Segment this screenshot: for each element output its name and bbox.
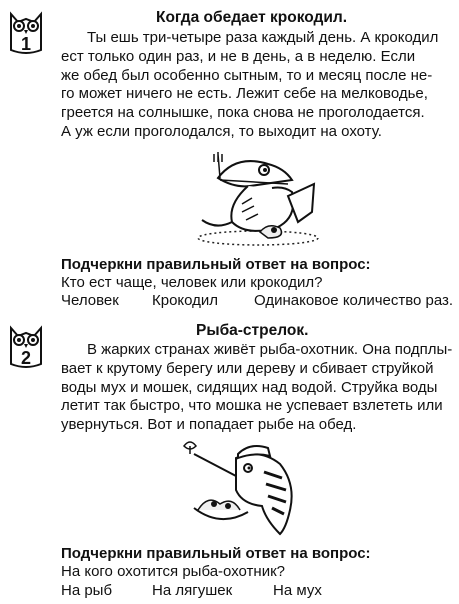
exercise-text [61,29,438,142]
answer-option[interactable]: Человек [61,292,119,309]
answer-option[interactable]: На рыб [61,582,113,599]
text-line: греется на солнышке, пока снова не проголодается. [61,104,425,122]
answer-option[interactable]: На лягушек [152,582,233,599]
owl-badge-2-icon [7,324,45,370]
text-line: воды мух и мошек, сидящих над водой. Струйка воды [61,378,438,396]
archer-fish-hunting-icon [176,434,316,543]
exercise-number: 2 [20,348,31,368]
text-line: А уж если проголодался, то выходит на охоту. [61,122,382,140]
answer-option[interactable]: Одинаковое количество раз. [254,292,454,309]
text-line: увернуться. Вот и попадает рыбе на обед. [61,416,357,434]
text-line: же обед был особенно сытным, то и месяц после не- [61,66,433,84]
text-line: В жарких странах живёт рыба-охотник. Она подплы- [87,341,453,358]
text-line: Ты ешь три-четыре раза каждый день. А крокодил [87,29,439,46]
exercise-number: 1 [20,34,31,54]
exercise-title: Рыба-стрелок. [196,322,309,339]
text-line: го может ничего не есть. Лежит себе на мелководье, [61,85,428,103]
text-line: ест только один раз, и не в день, а в неделю. Если [61,47,416,65]
owl-badge-1-icon [7,10,45,56]
answer-option[interactable]: Крокодил [152,292,219,309]
question-text: На кого охотится рыба-охотник? [61,563,285,580]
exercise-text [61,341,452,435]
text-line: летит так быстро, что мошка не успевает взлететь или [61,397,443,415]
answer-option[interactable]: На мух [273,582,322,599]
task-heading: Подчеркни правильный ответ на вопрос: [61,545,371,562]
exercise-title: Когда обедает крокодил. [156,9,348,26]
task-heading: Подчеркни правильный ответ на вопрос: [61,256,371,273]
question-text: Кто ест чаще, человек или крокодил? [61,274,323,291]
text-line: вает к крутому берегу или дереву и сбивает струйкой [61,359,434,377]
crocodile-eating-icon [188,146,328,255]
